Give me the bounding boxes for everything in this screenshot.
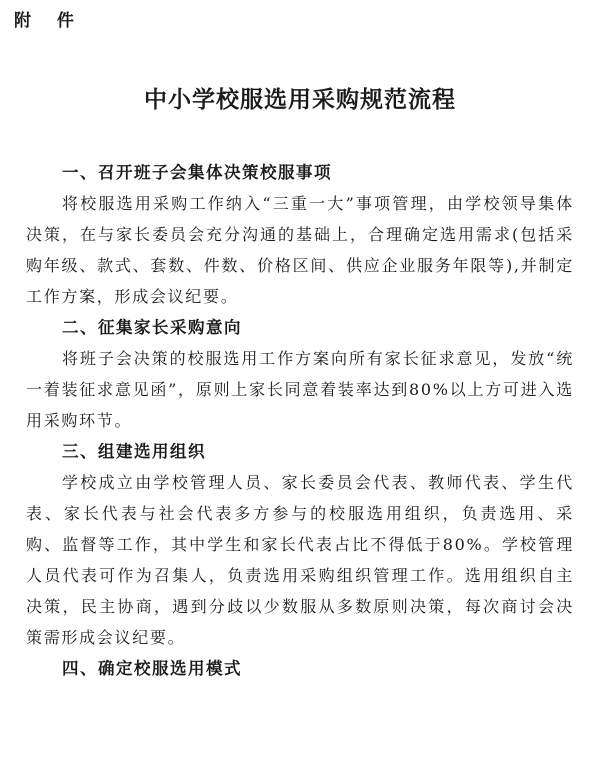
section-4 xyxy=(26,653,574,684)
section-body: 学校成立由学校管理人员、家长委员会代表、教师代表、学生代表、家长代表与社会代表多方参与的校服选用组织，负责选用、采购、监督等工作，其中学生和家长代表占比不得低于80%。学校管理人员代表可作为召集人，负责选用采购组织管理工作。选用组织自主决策，民主协商，遇到分歧以少数服从多数原则决策，每次商讨会决策需形成会议纪要。 xyxy=(26,473,574,647)
section-heading: 二、征集家长采购意向 xyxy=(62,318,242,337)
section-heading: 四、确定校服选用模式 xyxy=(62,659,242,678)
document-title: 中小学校服选用采购规范流程 xyxy=(144,87,456,113)
section-3 xyxy=(26,436,574,653)
attachment-label: 附 件 xyxy=(14,11,84,31)
section-body: 将班子会决策的校服选用工作方案向所有家长征求意见，发放“统一着装征求意见函”，原则上家长同意着装率达到80%以上方可进入选用采购环节。 xyxy=(26,349,574,430)
document-content xyxy=(26,157,574,684)
section-2 xyxy=(26,312,574,436)
section-heading: 三、组建选用组织 xyxy=(62,442,206,461)
section-heading: 一、召开班子会集体决策校服事项 xyxy=(62,163,332,182)
section-1 xyxy=(26,157,574,312)
section-body: 将校服选用采购工作纳入“三重一大”事项管理，由学校领导集体决策，在与家长委员会充分沟通的基础上，合理确定选用需求(包括采购年级、款式、套数、件数、价格区间、供应企业服务年限等),并制定工作方案，形成会议纪要。 xyxy=(26,194,574,306)
